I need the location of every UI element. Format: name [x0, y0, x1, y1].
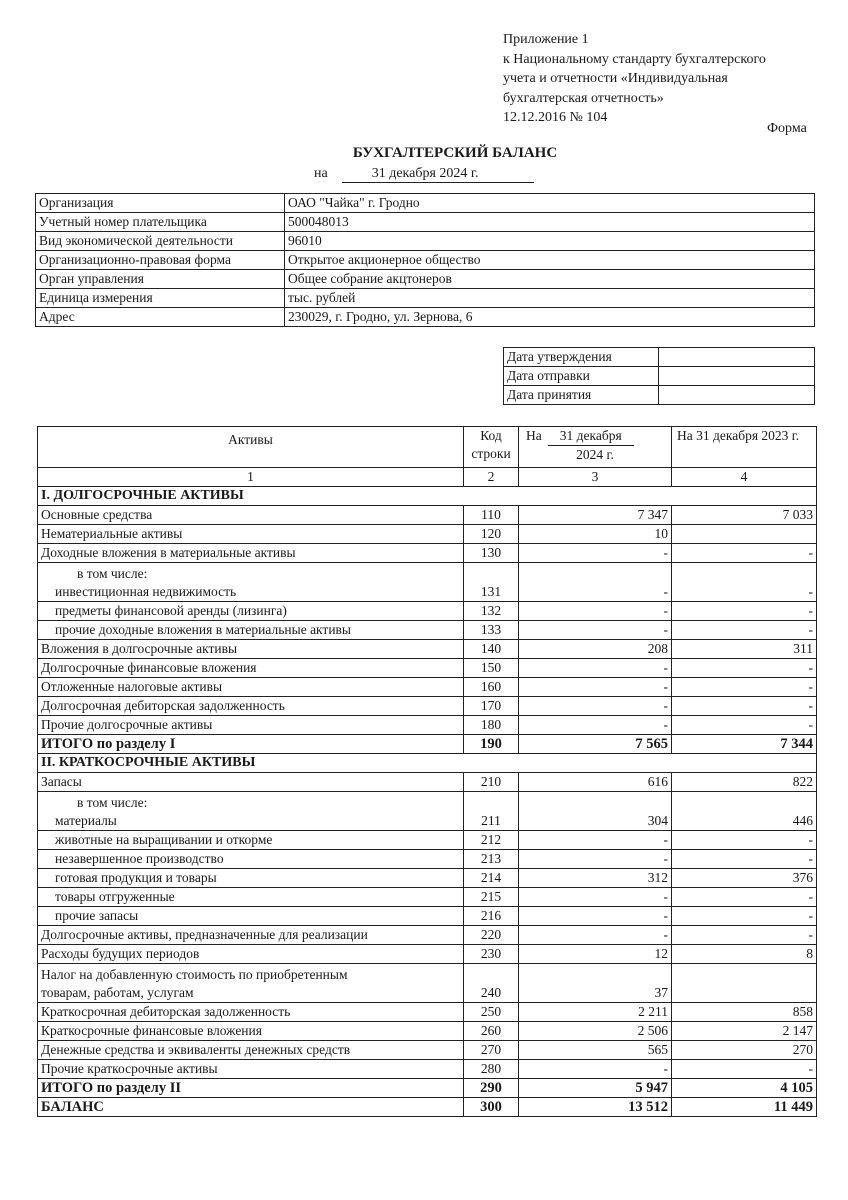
row-value-2024: 12 [519, 945, 672, 964]
info-row [36, 194, 815, 213]
date-row [504, 367, 815, 386]
row-value-2024: - [519, 544, 672, 563]
info-label: Организационно-правовая форма [36, 251, 285, 270]
row-value-2023: 7 344 [672, 735, 817, 754]
table-row [38, 888, 817, 907]
row-name-text: материалы [55, 813, 117, 828]
table-row [38, 602, 817, 621]
row-name: Прочие краткосрочные активы [38, 1060, 464, 1079]
row-name: готовая продукция и товары [38, 869, 464, 888]
appendix-line: Приложение 1 [503, 32, 589, 47]
row-code: 120 [464, 525, 519, 544]
row-code: 130 [464, 544, 519, 563]
header-2024-prefix: На [526, 428, 542, 443]
info-value: Открытое акционерное общество [285, 251, 815, 270]
table-row [38, 716, 817, 735]
row-value-2023: 7 033 [672, 506, 817, 525]
date-label: Дата принятия [504, 386, 659, 405]
row-value-2023: 376 [672, 869, 817, 888]
table-row [38, 926, 817, 945]
info-label: Адрес [36, 308, 285, 327]
row-value-2023: - [672, 907, 817, 926]
table-row [38, 945, 817, 964]
row-code: 190 [464, 735, 519, 754]
row-code: 220 [464, 926, 519, 945]
row-name: прочие доходные вложения в материальные активы [38, 621, 464, 640]
row-value-2023: 446 [672, 792, 817, 831]
row-value-2023: 4 105 [672, 1079, 817, 1098]
row-code: 240 [464, 964, 519, 1003]
col-number: 3 [519, 468, 672, 487]
row-value-2024: 208 [519, 640, 672, 659]
row-value-2023: 270 [672, 1041, 817, 1060]
table-row [38, 563, 817, 602]
table-row [38, 773, 817, 792]
title-text: БУХГАЛТЕРСКИЙ БАЛАНС [352, 145, 558, 161]
row-value-2023: 8 [672, 945, 817, 964]
row-value-2023: - [672, 678, 817, 697]
row-name: предметы финансовой аренды (лизинга) [38, 602, 464, 621]
row-code: 160 [464, 678, 519, 697]
row-name: Основные средства [38, 506, 464, 525]
info-row [36, 308, 815, 327]
row-value-2023: - [672, 831, 817, 850]
header-code [464, 427, 519, 468]
header-2024 [519, 427, 672, 468]
row-code: 300 [464, 1098, 519, 1117]
info-value: ОАО "Чайка" г. Гродно [285, 194, 815, 213]
info-label: Единица измерения [36, 289, 285, 308]
form-label: Форма [767, 121, 807, 136]
row-value-2023: 2 147 [672, 1022, 817, 1041]
row-code: 260 [464, 1022, 519, 1041]
row-value-2023: - [672, 926, 817, 945]
row-value-2024: 616 [519, 773, 672, 792]
row-value-2024: 7 565 [519, 735, 672, 754]
table-row [38, 850, 817, 869]
col-number: 1 [38, 468, 464, 487]
date-value: 31 декабря 2024 г. [342, 166, 534, 183]
row-value-2024: - [519, 1060, 672, 1079]
appendix-line: бухгалтерская отчетность» [503, 90, 664, 106]
row-value-2024: 37 [519, 964, 672, 1003]
row-value-2024: - [519, 716, 672, 735]
col-number: 4 [672, 468, 817, 487]
row-name: прочие запасы [38, 907, 464, 926]
table-row [38, 1041, 817, 1060]
row-code: 215 [464, 888, 519, 907]
row-value-2024: 312 [519, 869, 672, 888]
info-value: 500048013 [285, 213, 815, 232]
info-value: 96010 [285, 232, 815, 251]
row-name: Денежные средства и эквиваленты денежных средств [38, 1041, 464, 1060]
table-row [38, 525, 817, 544]
date-accepted-field [659, 386, 815, 405]
dates-table [503, 347, 815, 405]
row-value-2024: 5 947 [519, 1079, 672, 1098]
row-name-line1: Налог на добавленную стоимость по приобретенным [41, 967, 348, 982]
section-header [38, 487, 817, 506]
row-name [38, 563, 464, 602]
row-code: 180 [464, 716, 519, 735]
info-value: 230029, г. Гродно, ул. Зернова, 6 [285, 308, 815, 327]
info-value: тыс. рублей [285, 289, 815, 308]
row-name: Отложенные налоговые активы [38, 678, 464, 697]
row-value-2024: - [519, 621, 672, 640]
row-code: 280 [464, 1060, 519, 1079]
row-name: Запасы [38, 773, 464, 792]
info-label: Вид экономической деятельности [36, 232, 285, 251]
row-value-2023: - [672, 621, 817, 640]
row-code: 214 [464, 869, 519, 888]
row-name: Нематериальные активы [38, 525, 464, 544]
date-label: Дата утверждения [504, 348, 659, 367]
col-number: 2 [464, 468, 519, 487]
row-value-2023: - [672, 659, 817, 678]
row-code: 213 [464, 850, 519, 869]
balance-total-row [38, 1098, 817, 1117]
table-row [38, 697, 817, 716]
row-code: 230 [464, 945, 519, 964]
row-value-2024: - [519, 907, 672, 926]
total-row [38, 1079, 817, 1098]
row-name: ИТОГО по разделу I [38, 735, 464, 754]
row-value-2024: 2 506 [519, 1022, 672, 1041]
report-date [314, 166, 534, 183]
info-row [36, 289, 815, 308]
row-name: Краткосрочные финансовые вложения [38, 1022, 464, 1041]
row-name [38, 792, 464, 831]
table-row [38, 792, 817, 831]
appendix-line: учета и отчетности «Индивидуальная [503, 71, 728, 86]
row-value-2023: 11 449 [672, 1098, 817, 1117]
row-value-2023: - [672, 1060, 817, 1079]
row-value-2024: - [519, 563, 672, 602]
row-code: 210 [464, 773, 519, 792]
row-name: Прочие долгосрочные активы [38, 716, 464, 735]
row-code: 290 [464, 1079, 519, 1098]
info-row [36, 270, 815, 289]
date-label: Дата отправки [504, 367, 659, 386]
row-name: Краткосрочная дебиторская задолженность [38, 1003, 464, 1022]
row-code: 216 [464, 907, 519, 926]
row-value-2023: - [672, 888, 817, 907]
row-value-2023: - [672, 716, 817, 735]
row-code: 131 [464, 563, 519, 602]
info-label: Организация [36, 194, 285, 213]
row-value-2024: - [519, 602, 672, 621]
row-value-2024: 10 [519, 525, 672, 544]
row-value-2024: - [519, 678, 672, 697]
info-row [36, 213, 815, 232]
in-total-label: в том числе: [77, 566, 148, 581]
table-row [38, 544, 817, 563]
row-value-2024: - [519, 697, 672, 716]
row-name: Долгосрочные финансовые вложения [38, 659, 464, 678]
table-row [38, 869, 817, 888]
row-value-2024: - [519, 850, 672, 869]
header-2024-year: 2024 г. [576, 447, 614, 462]
date-row [504, 348, 815, 367]
row-value-2023: - [672, 602, 817, 621]
row-name: БАЛАНС [38, 1098, 464, 1117]
header-code-line1: Код [480, 428, 502, 443]
info-label: Учетный номер плательщика [36, 213, 285, 232]
row-code: 133 [464, 621, 519, 640]
row-code: 150 [464, 659, 519, 678]
appendix-note [503, 30, 766, 128]
table-header [38, 427, 817, 468]
header-2023: На 31 декабря 2023 г. [672, 427, 817, 468]
row-name: Доходные вложения в материальные активы [38, 544, 464, 563]
row-value-2024: - [519, 831, 672, 850]
in-total-label: в том числе: [77, 795, 148, 810]
row-value-2024: 565 [519, 1041, 672, 1060]
column-numbers-row [38, 468, 817, 487]
row-value-2023: 822 [672, 773, 817, 792]
table-row [38, 964, 817, 1003]
header-code-line2: строки [471, 446, 511, 461]
row-value-2023: - [672, 544, 817, 563]
row-value-2024: - [519, 888, 672, 907]
total-row [38, 735, 817, 754]
header-assets: Активы [38, 427, 464, 468]
header-2024-date: 31 декабря [548, 427, 634, 446]
row-value-2023: - [672, 563, 817, 602]
table-row [38, 640, 817, 659]
organization-info-table [35, 193, 815, 327]
row-value-2023: 858 [672, 1003, 817, 1022]
info-label: Орган управления [36, 270, 285, 289]
section-title: II. КРАТКОСРОЧНЫЕ АКТИВЫ [38, 754, 817, 773]
date-approval-field [659, 348, 815, 367]
table-row [38, 907, 817, 926]
row-name-line2: товарам, работам, услугам [41, 985, 194, 1000]
date-sent-field [659, 367, 815, 386]
row-name: Долгосрочная дебиторская задолженность [38, 697, 464, 716]
row-code: 250 [464, 1003, 519, 1022]
row-value-2023: - [672, 850, 817, 869]
section-title: I. ДОЛГОСРОЧНЫЕ АКТИВЫ [38, 487, 817, 506]
section-header [38, 754, 817, 773]
row-code: 211 [464, 792, 519, 831]
table-row [38, 1060, 817, 1079]
document-title [0, 145, 848, 162]
table-row [38, 506, 817, 525]
row-value-2024: 13 512 [519, 1098, 672, 1117]
table-row [38, 678, 817, 697]
row-value-2024: 2 211 [519, 1003, 672, 1022]
table-row [38, 831, 817, 850]
row-name: незавершенное производство [38, 850, 464, 869]
row-code: 270 [464, 1041, 519, 1060]
row-name: товары отгруженные [38, 888, 464, 907]
table-row [38, 659, 817, 678]
info-row [36, 251, 815, 270]
table-row [38, 1022, 817, 1041]
row-code: 132 [464, 602, 519, 621]
table-row [38, 1003, 817, 1022]
row-code: 212 [464, 831, 519, 850]
header-2024-line1 [522, 427, 668, 446]
row-value-2024: 304 [519, 792, 672, 831]
row-value-2024: 7 347 [519, 506, 672, 525]
row-value-2023 [672, 525, 817, 544]
row-value-2024: - [519, 926, 672, 945]
table-row [38, 621, 817, 640]
info-row [36, 232, 815, 251]
row-name: ИТОГО по разделу II [38, 1079, 464, 1098]
row-value-2023: 311 [672, 640, 817, 659]
row-name-text: инвестиционная недвижимость [55, 584, 237, 599]
row-name [38, 964, 464, 1003]
balance-table [37, 426, 817, 1117]
date-row [504, 386, 815, 405]
date-prefix: на [314, 166, 328, 181]
appendix-line: 12.12.2016 № 104 [503, 110, 608, 125]
row-code: 170 [464, 697, 519, 716]
appendix-line: к Национальному стандарту бухгалтерского [503, 51, 766, 67]
info-value: Общее собрание акцтонеров [285, 270, 815, 289]
row-value-2024: - [519, 659, 672, 678]
row-value-2023 [672, 964, 817, 1003]
row-code: 110 [464, 506, 519, 525]
row-name: Расходы будущих периодов [38, 945, 464, 964]
row-name: Долгосрочные активы, предназначенные для реализации [38, 926, 464, 945]
row-name: животные на выращивании и откорме [38, 831, 464, 850]
row-name: Вложения в долгосрочные активы [38, 640, 464, 659]
row-code: 140 [464, 640, 519, 659]
row-value-2023: - [672, 697, 817, 716]
